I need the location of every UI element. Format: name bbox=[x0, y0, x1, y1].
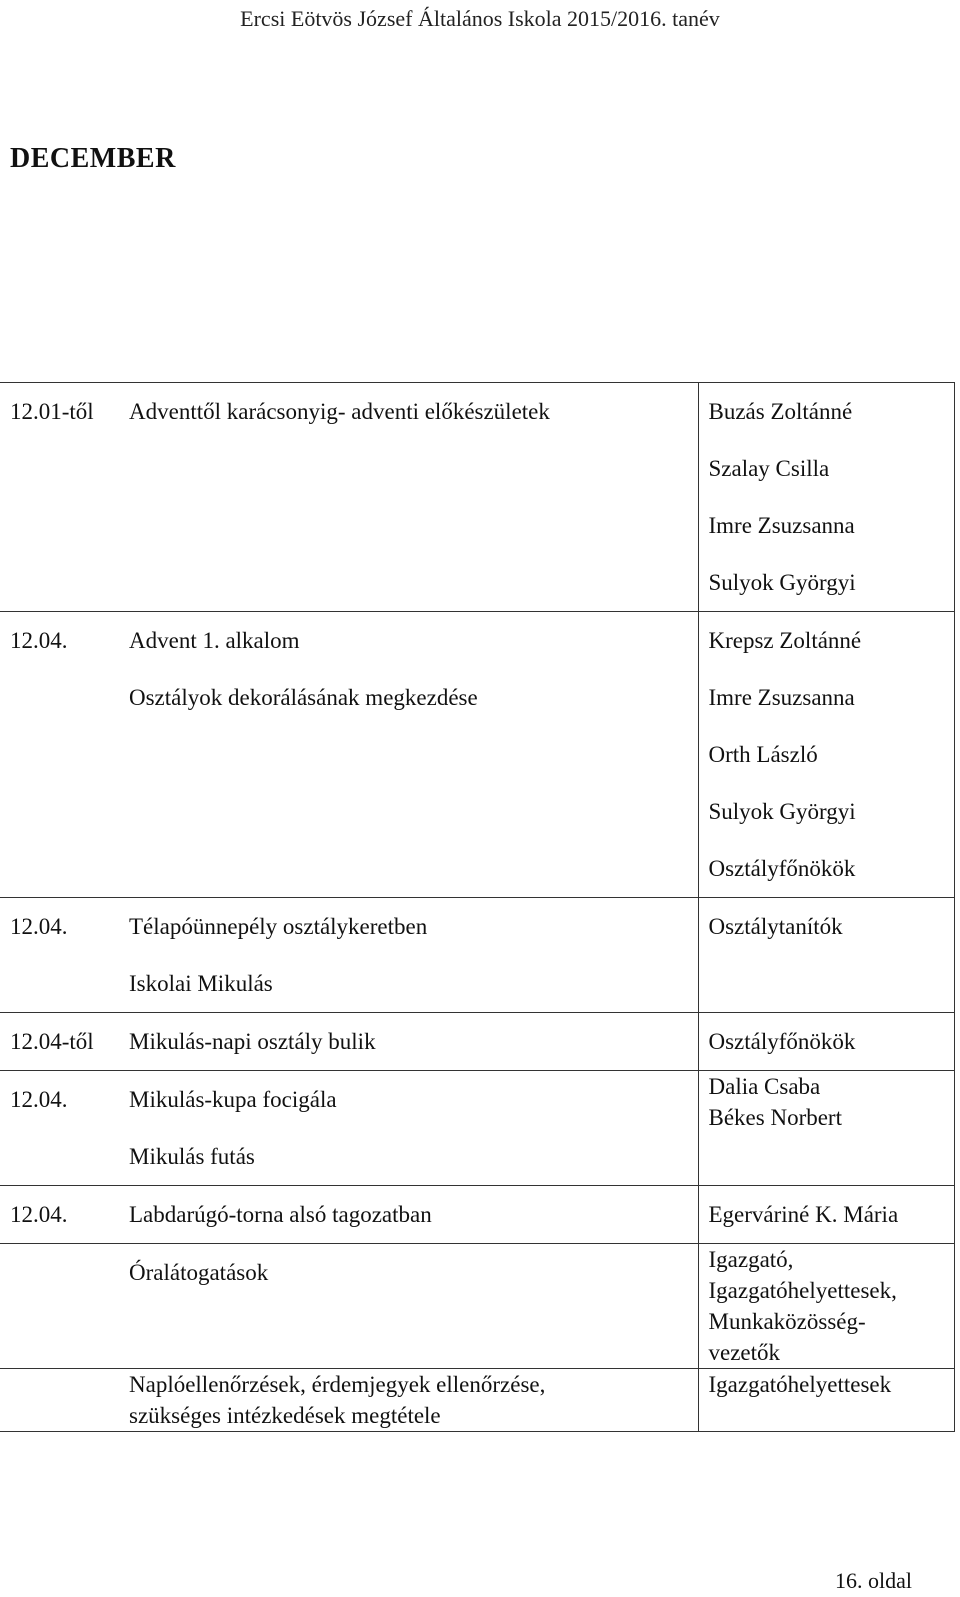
responsible-line: Sulyok Györgyi bbox=[708, 570, 856, 595]
table-row bbox=[0, 1186, 954, 1244]
event-line: Iskolai Mikulás bbox=[129, 971, 273, 996]
event-line: Osztályok dekorálásának megkezdése bbox=[129, 685, 478, 710]
event-line: Mikulás futás bbox=[129, 1144, 255, 1169]
date-cell bbox=[10, 1244, 119, 1301]
page-number: 16. oldal bbox=[835, 1568, 912, 1593]
responsible-line: Osztályfőnökök bbox=[708, 1029, 856, 1054]
event-line: Mikulás-napi osztály bulik bbox=[129, 1029, 376, 1054]
event-line: szükséges intézkedések megtétele bbox=[129, 1403, 441, 1428]
responsible-line: Orth László bbox=[708, 742, 818, 767]
table-row bbox=[0, 898, 954, 1013]
responsible-line: Szalay Csilla bbox=[708, 456, 830, 481]
responsible-line: Imre Zsuzsanna bbox=[708, 685, 855, 710]
responsible-line: Békes Norbert bbox=[708, 1105, 842, 1130]
date-cell: 12.04. bbox=[10, 1202, 68, 1227]
responsible-line: Buzás Zoltánné bbox=[708, 399, 853, 424]
responsible-line: Imre Zsuzsanna bbox=[708, 513, 855, 538]
page-header: Ercsi Eötvös József Általános Iskola 2015/2016. tanév bbox=[240, 6, 720, 31]
table-row bbox=[0, 1244, 954, 1369]
table-row bbox=[0, 1071, 954, 1186]
responsible-line: Munkaközösség- bbox=[708, 1309, 866, 1334]
schedule-table bbox=[0, 382, 955, 1432]
date-cell: 12.04-től bbox=[10, 1029, 94, 1054]
table-row bbox=[0, 1369, 954, 1432]
table-row bbox=[0, 383, 954, 612]
responsible-line: Sulyok Györgyi bbox=[708, 799, 856, 824]
table-row bbox=[0, 612, 954, 898]
responsible-line: Krepsz Zoltánné bbox=[708, 628, 862, 653]
event-line: Advent 1. alkalom bbox=[129, 628, 300, 653]
date-cell: 12.04. bbox=[10, 914, 68, 939]
responsible-line: Dalia Csaba bbox=[708, 1074, 821, 1099]
event-line: Télapóünnepély osztálykeretben bbox=[129, 914, 428, 939]
event-line: Naplóellenőrzések, érdemjegyek ellenőrzése, bbox=[129, 1372, 546, 1397]
date-cell: 12.01-től bbox=[10, 399, 94, 424]
responsible-line: Igazgató, bbox=[708, 1247, 794, 1272]
event-line: Óralátogatások bbox=[129, 1260, 269, 1285]
date-cell: 12.04. bbox=[10, 1087, 68, 1112]
event-line: Mikulás-kupa focigála bbox=[129, 1087, 337, 1112]
table-row bbox=[0, 1013, 954, 1071]
responsible-line: Osztálytanítók bbox=[708, 914, 843, 939]
responsible-line: Igazgatóhelyettesek, bbox=[708, 1278, 897, 1303]
event-line: Labdarúgó-torna alsó tagozatban bbox=[129, 1202, 432, 1227]
date-cell: 12.04. bbox=[10, 628, 68, 653]
responsible-line: Osztályfőnökök bbox=[708, 856, 856, 881]
responsible-line: vezetők bbox=[708, 1340, 781, 1365]
date-cell bbox=[10, 1369, 119, 1426]
responsible-line: Igazgatóhelyettesek bbox=[708, 1372, 892, 1397]
month-title: DECEMBER bbox=[10, 143, 176, 174]
responsible-line: Egerváriné K. Mária bbox=[708, 1202, 899, 1227]
event-line: Adventtől karácsonyig- adventi előkészületek bbox=[129, 399, 550, 424]
